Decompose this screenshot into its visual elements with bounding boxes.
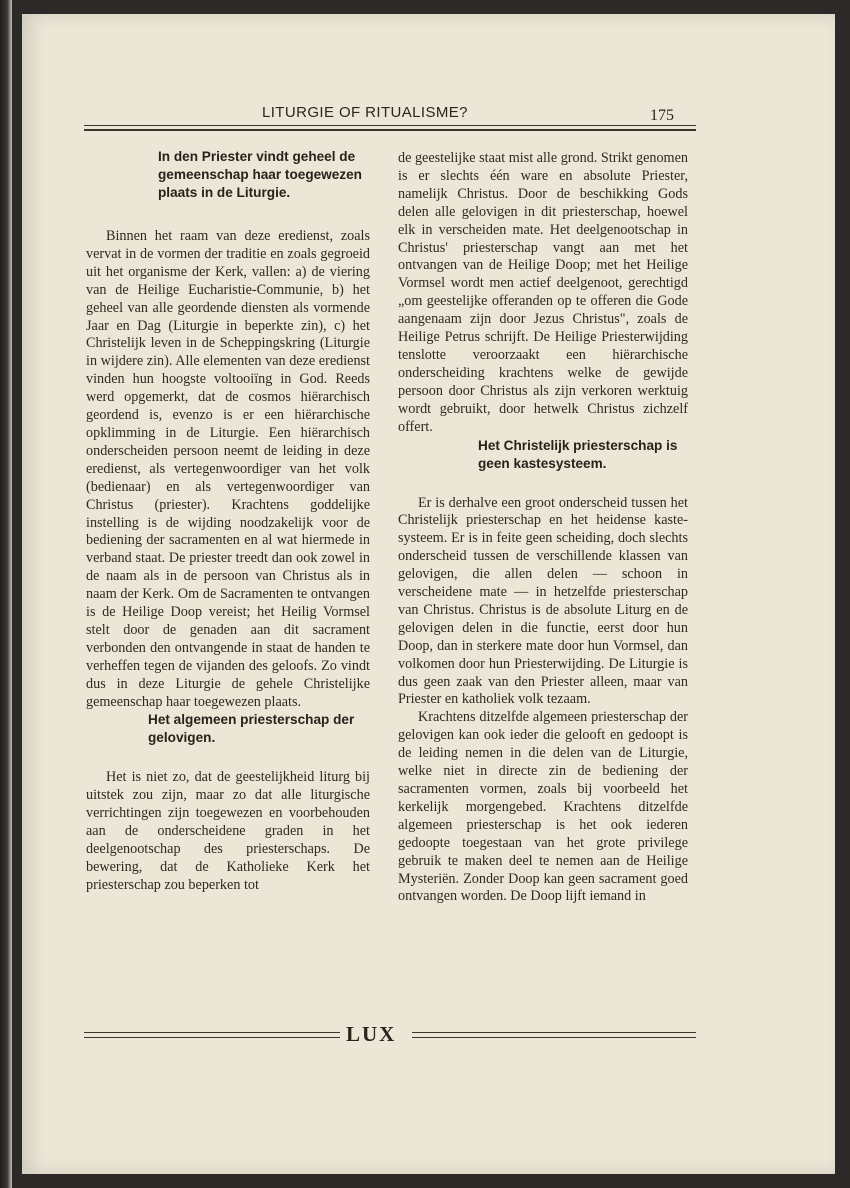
section-heading-algemeen-priesterschap: Het algemeen priesterschap der gelovigen.	[148, 712, 355, 746]
footer-ornament	[84, 1022, 696, 1046]
left-column	[86, 148, 370, 895]
book-spine	[0, 0, 12, 1188]
section-heading-priester: In den Priester vindt geheel de gemeenschap haar toegewezen plaats in de Liturgie.	[158, 149, 362, 200]
header-rule-thin	[84, 125, 696, 126]
paragraph: de geestelijke staat mist alle grond. Strikt genomen is er slechts één ware en absolute Priester, namelijk Christus. Door de beschikking Gods delen alle gelovigen in dit priesterschap, hoewel elk in verscheiden mate. Het deelgenootschap in Christus' priesterschap vangt aan met het ontvangen van de Heilige Doop; met het Heilige Vormsel wordt men actief deelgenoot, gerechtigd „om geestelijke offeranden op te offeren die Gode aangenaam zijn door Jezus Christus", zoals de Heilige Petrus schrijft. De Heilige Priesterwijding tenslotte veroorzaakt een hiërarchische onderscheiding krachtens welke de gewijde persoon door Christus als zijn verkoren werktuig wordt gebruikt, door hetwelk Christus zichzelf offert.	[398, 150, 688, 435]
paragraph: Binnen het raam van deze eredienst, zoals vervat in de vormen der traditie en zoals gegroeid uit het organisme der Kerk, vallen: a) de viering van de Heilige Eucharistie-Communie, b) het geheel van alle geordende diensten als vormende Jaar en Dag (Liturgie in beperkte zin), c) het Christelijk leven in de Scheppingskring (Liturgie in wijdere zin). Alle elementen van deze eredienst vinden hun hoogste voltooiïng in God. Reeds werd opgemerkt, dat de cosmos hiërarchisch geordend is, evenzo is er een hiërarchische opklimming in de Liturgie. Een hiërarchisch onderscheiden persoon neemt de leiding in deze eredienst, als vertegenwoordiger van het volk (bedienaar) en als vertegenwoordiger van Christus (priester). Krachtens goddelijke instelling is de wijding noodzakelijk voor de bediening der sacramenten en al wat hiermede in verband staat. De priester treedt dan ook zowel in de naam als in de persoon van Christus als in naam der Kerk. Om de Sacramenten te ontvangen is de Heilige Doop vereist; het Heilig Vormsel stelt door de genaden aan dit sacrament verbonden den ontvangende in staat de handen te verheffen tegen de vijanden des geloofs. Zo vindt dus in deze Liturgie de gehele Christelijke gemeenschap haar toegewezen plaats.	[86, 228, 370, 710]
paragraph: Het is niet zo, dat de geestelijkheid liturg bij uitstek zou zijn, maar zo dat alle liturgische verrichtingen zijn toegewezen en voorbehouden aan de onderscheidene graden in het deelgenootschap des priesterschaps. De bewering, dat de Katholieke Kerk het priesterschap zou beperken tot	[86, 769, 370, 893]
running-header-title: LITURGIE OF RITUALISME?	[262, 104, 468, 121]
section-heading-kastesysteem: Het Christelijk priesterschap is geen kastesysteem.	[478, 437, 678, 471]
header-rule-thick	[84, 129, 696, 131]
paragraph: Krachtens ditzelfde algemeen priesterschap der gelovigen kan ook ieder die gelooft en gedoopt is de leiding nemen in die delen van de Liturgie, welke niet in directe zin de bediening der sacramenten vormen, zoals bij voorbeeld het kerkelijk morgengebed. Krachtens ditzelfde algemeen priesterschap is het ook iederen gedoopte toegestaan van het grote privilege gebruik te maken deel te nemen aan de Heilige Mysteriën. Zonder Doop kan geen sacrament goed ontvangen worden. De Doop lijft iemand in	[398, 709, 688, 905]
footer-brand-lux: LUX	[346, 1022, 397, 1046]
footer-rule-right	[412, 1032, 696, 1038]
page-number: 175	[650, 107, 674, 124]
paragraph: Er is derhalve een groot onderscheid tussen het Christelijk priesterschap en het heidense kaste-systeem. Er is in feite geen scheiding, doch slechts onderscheid tussen de verschillende klassen van gelovigen, die allen delen — schoon in verscheidene mate — in hetzelfde priesterschap van Christus. Christus is de absolute Liturg en de gelovigen delen in die functie, eerst door hun Doop, dan in sterkere mate door hun Vormsel, dan volkomen door hun Priesterwijding. De Liturgie is dus geen zaak van den Priester alleen, maar van Priester en katholiek volk tezaam.	[398, 494, 688, 708]
right-column	[398, 150, 688, 906]
footer-rule-left	[84, 1032, 340, 1038]
